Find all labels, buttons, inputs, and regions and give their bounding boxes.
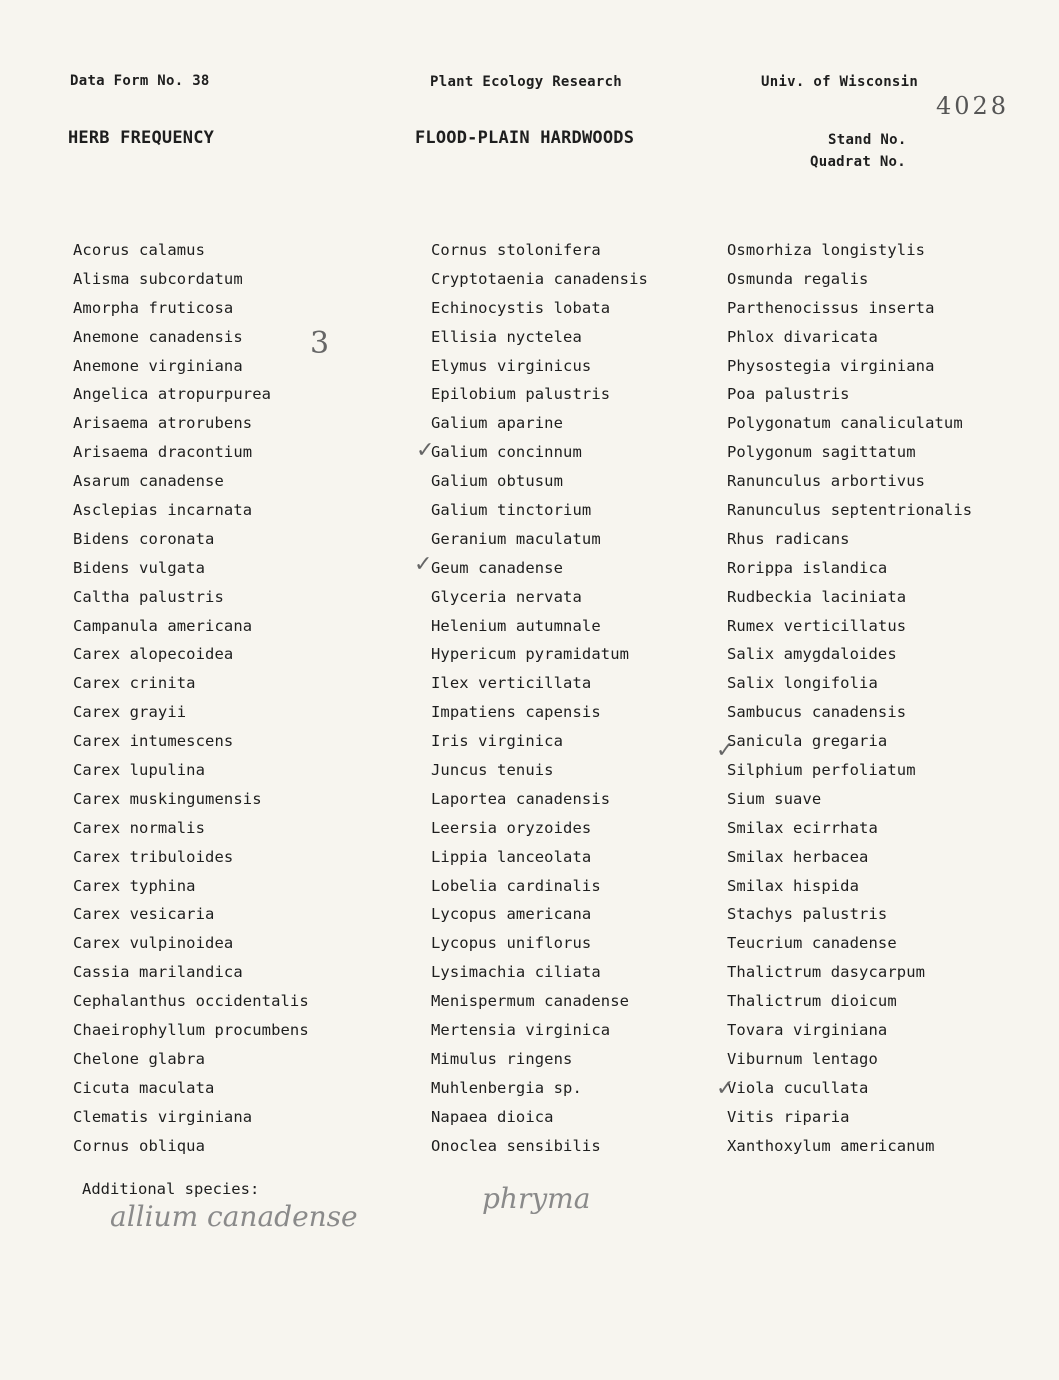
species-item: Thalictrum dasycarpum <box>727 963 926 982</box>
species-item: Asclepias incarnata <box>73 501 253 520</box>
species-item: Stachys palustris <box>727 905 888 924</box>
species-item: Tovara virginiana <box>727 1021 888 1040</box>
species-column-2 <box>431 236 648 1161</box>
species-item: Echinocystis lobata <box>431 298 611 317</box>
species-item: Sium suave <box>727 789 822 808</box>
species-item: Silphium perfoliatum <box>727 761 916 780</box>
species-item: Napaea dioica <box>431 1107 554 1126</box>
species-item: Cicuta maculata <box>73 1078 215 1097</box>
species-item: Osmunda regalis <box>727 269 869 288</box>
species-item: Arisaema atrorubens <box>73 414 253 433</box>
species-item: Xanthoxylum americanum <box>727 1136 935 1155</box>
species-column-3 <box>727 236 972 1161</box>
species-item: Phlox divaricata <box>727 327 878 346</box>
species-item: Lippia lanceolata <box>431 847 592 866</box>
species-item: Lycopus americana <box>431 905 592 924</box>
species-item: Juncus tenuis <box>431 761 554 780</box>
species-item: Smilax herbacea <box>727 847 869 866</box>
species-item: Mimulus ringens <box>431 1049 573 1068</box>
handwritten-additional-species-1: allium canadense <box>110 1200 358 1233</box>
species-item: Vitis riparia <box>727 1107 850 1126</box>
species-item: Amorpha fruticosa <box>73 298 234 317</box>
species-item: Carex tribuloides <box>73 847 234 866</box>
species-item: Cornus obliqua <box>73 1136 206 1155</box>
university: Univ. of Wisconsin <box>761 74 919 90</box>
species-item: Chaeirophyllum procumbens <box>73 1021 309 1040</box>
species-item: Clematis virginiana <box>73 1107 253 1126</box>
species-item: Geranium maculatum <box>431 529 601 548</box>
community-title: FLOOD-PLAIN HARDWOODS <box>415 128 635 148</box>
species-item: Carex crinita <box>73 674 196 693</box>
species-item: Salix amygdaloides <box>727 645 897 664</box>
species-item: Galium concinnum <box>431 443 582 462</box>
species-item: Rorippa islandica <box>727 558 888 577</box>
species-item: Chelone glabra <box>73 1049 206 1068</box>
species-item: Cornus stolonifera <box>431 241 601 259</box>
species-item: Carex intumescens <box>73 732 234 751</box>
species-item: Viola cucullata <box>727 1078 869 1097</box>
handwritten-stand-number: 4028 <box>936 92 1010 120</box>
species-item: Ilex verticillata <box>431 674 592 693</box>
species-item: Parthenocissus inserta <box>727 298 935 317</box>
species-item: Lysimachia ciliata <box>431 963 601 982</box>
species-item: Rhus radicans <box>727 529 850 548</box>
species-item: Rumex verticillatus <box>727 616 907 635</box>
species-item: Asarum canadense <box>73 472 224 491</box>
species-item: Osmorhiza longistylis <box>727 241 926 259</box>
species-item: Lobelia cardinalis <box>431 876 601 895</box>
species-item: Angelica atropurpurea <box>73 385 272 404</box>
species-item: Menispermum canadense <box>431 992 630 1011</box>
species-item: Carex normalis <box>73 818 206 837</box>
species-item: Viburnum lentago <box>727 1049 878 1068</box>
species-item: Carex lupulina <box>73 761 206 780</box>
species-item: Arisaema dracontium <box>73 443 253 462</box>
species-item: Epilobium palustris <box>431 385 611 404</box>
species-item: Iris virginica <box>431 732 564 751</box>
species-item: Galium tinctorium <box>431 501 592 520</box>
species-item: Ellisia nyctelea <box>431 327 582 346</box>
species-item: Polygonatum canaliculatum <box>727 414 963 433</box>
species-item: Physostegia virginiana <box>727 356 935 375</box>
organization: Plant Ecology Research <box>430 74 623 90</box>
species-item: Smilax ecirrhata <box>727 818 878 837</box>
species-item: Carex alopecoidea <box>73 645 234 664</box>
species-item: Campanula americana <box>73 616 253 635</box>
check-mark-geum: ✓ <box>414 552 433 577</box>
species-item: Ranunculus arbortivus <box>727 472 926 491</box>
species-item: Acorus calamus <box>73 241 206 259</box>
species-item: Leersia oryzoides <box>431 818 592 837</box>
species-item: Cephalanthus occidentalis <box>73 992 309 1011</box>
species-item: Poa palustris <box>727 385 850 404</box>
species-item: Carex vesicaria <box>73 905 215 924</box>
species-item: Muhlenbergia sp. <box>431 1078 582 1097</box>
additional-species-label: Additional species: <box>82 1180 260 1198</box>
form-title: HERB FREQUENCY <box>68 128 215 148</box>
handwritten-mark-three: 3 <box>310 326 330 361</box>
species-item: Sanicula gregaria <box>727 732 888 751</box>
species-item: Laportea canadensis <box>431 789 611 808</box>
species-item: Onoclea sensibilis <box>431 1136 601 1155</box>
species-item: Hypericum pyramidatum <box>431 645 630 664</box>
species-item: Elymus virginicus <box>431 356 592 375</box>
species-item: Salix longifolia <box>727 674 878 693</box>
species-item: Thalictrum dioicum <box>727 992 897 1011</box>
species-item: Polygonum sagittatum <box>727 443 916 462</box>
species-item: Glyceria nervata <box>431 587 582 606</box>
species-item: Anemone virginiana <box>73 356 243 375</box>
species-item: Smilax hispida <box>727 876 860 895</box>
species-column-1 <box>73 236 309 1161</box>
species-item: Carex muskingumensis <box>73 789 262 808</box>
species-item: Cryptotaenia canadensis <box>431 269 648 288</box>
handwritten-additional-species-2: phryma <box>482 1182 591 1215</box>
species-item: Ranunculus septentrionalis <box>727 501 973 520</box>
species-item: Mertensia virginica <box>431 1021 611 1040</box>
species-item: Geum canadense <box>431 558 564 577</box>
quadrat-number-label: Quadrat No. <box>810 154 907 170</box>
species-item: Galium obtusum <box>431 472 564 491</box>
species-item: Carex typhina <box>73 876 196 895</box>
check-mark-galium: ✓ <box>416 438 435 463</box>
species-item: Bidens coronata <box>73 529 215 548</box>
species-item: Carex vulpinoidea <box>73 934 234 953</box>
species-item: Alisma subcordatum <box>73 269 243 288</box>
species-item: Galium aparine <box>431 414 564 433</box>
species-item: Caltha palustris <box>73 587 224 606</box>
species-item: Cassia marilandica <box>73 963 243 982</box>
species-item: Rudbeckia laciniata <box>727 587 907 606</box>
species-item: Impatiens capensis <box>431 703 601 722</box>
stand-number-label: Stand No. <box>828 132 907 148</box>
species-item: Sambucus canadensis <box>727 703 907 722</box>
form-number: Data Form No. 38 <box>70 73 210 89</box>
species-item: Anemone canadensis <box>73 327 243 346</box>
check-mark-sanicula: ✓ <box>716 738 735 763</box>
species-item: Teucrium canadense <box>727 934 897 953</box>
species-item: Helenium autumnale <box>431 616 601 635</box>
species-item: Carex grayii <box>73 703 187 722</box>
species-item: Bidens vulgata <box>73 558 206 577</box>
species-item: Lycopus uniflorus <box>431 934 592 953</box>
check-mark-viola: ✓ <box>716 1076 735 1101</box>
